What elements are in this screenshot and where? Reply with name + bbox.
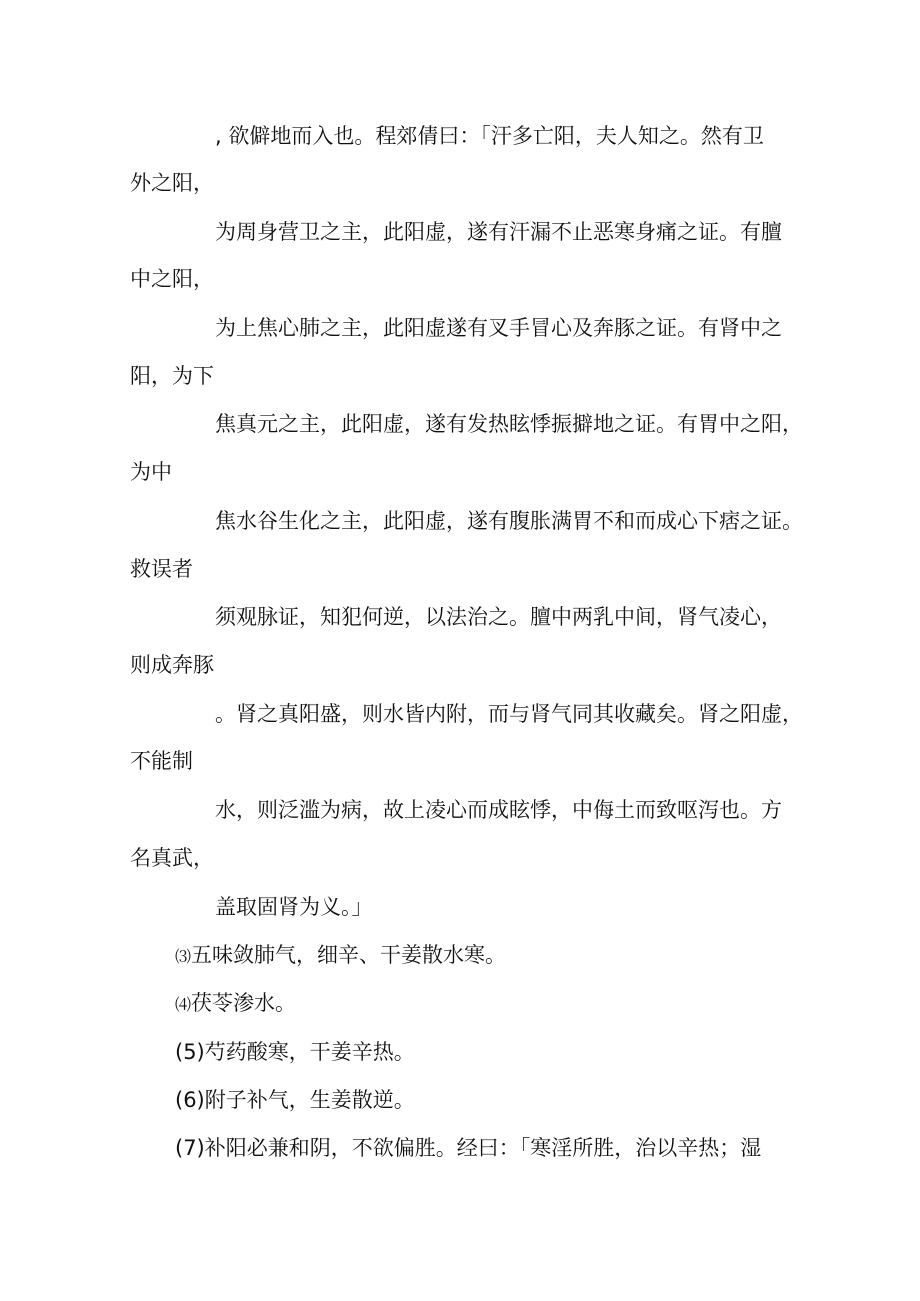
note-text: 补阳必兼和阴，不欲偏胜。经曰：「寒淫所胜，治以辛热；湿: [204, 1136, 762, 1160]
note-text: 五味敛肺气，细辛、干姜散水寒。: [191, 943, 507, 967]
paragraph-line: 为中: [130, 460, 172, 484]
note-number: (6): [175, 1088, 205, 1112]
note-item: [175, 1037, 415, 1067]
paragraph-line: 。肾之真阳盛，则水皆内附，而与肾气同其收藏矣。肾之阳虚，: [215, 702, 803, 726]
paragraph-line: 阳，为下: [130, 364, 214, 388]
note-number: ⑷: [175, 995, 192, 1014]
paragraph-line: 焦水谷生化之主，此阳虚，遂有腹胀满胃不和而成心下痞之证。: [215, 509, 803, 533]
paragraph-line: 为上焦心肺之主，此阳虚遂有叉手冒心及奔豚之证。有肾中之: [215, 316, 782, 340]
paragraph-line: 焦真元之主，此阳虚，遂有发热眩悸振擗地之证。有胃中之阳，: [215, 412, 803, 436]
note-number: (7): [175, 1136, 205, 1160]
note-item: [175, 1133, 761, 1163]
note-item: [175, 1085, 415, 1115]
note-text: 茯苓渗水。: [191, 991, 297, 1015]
note-text: 附子补气，生姜散逆。: [204, 1088, 415, 1112]
note-item: [175, 940, 506, 972]
paragraph-line: 外之阳，: [130, 171, 214, 195]
note-text: 芍药酸寒，干姜辛热。: [204, 1040, 415, 1064]
paragraph-line: 名真武，: [130, 846, 214, 870]
paragraph-line: 盖取固肾为义。」: [215, 895, 373, 919]
note-number: (5): [175, 1040, 205, 1064]
paragraph-line: 须观脉证，知犯何逆，以法治之。膻中两乳中间，肾气凌心，: [215, 605, 782, 629]
paragraph-line: 不能制: [130, 749, 193, 773]
note-number: ⑶: [175, 947, 192, 966]
paragraph-line: 中之阳，: [130, 267, 214, 291]
paragraph-line: 则成奔豚: [130, 653, 214, 677]
note-item: [175, 988, 296, 1020]
paragraph-line: , 欲僻地而入也。程郊倩曰：「汗多亡阳，夫人知之。然有卫: [215, 124, 764, 148]
paragraph-line: 为周身营卫之主，此阳虚，遂有汗漏不止恶寒身痛之证。有膻: [215, 220, 782, 244]
paragraph-line: 水，则泛滥为病，故上凌心而成眩悸，中侮土而致呕泻也。方: [215, 798, 782, 822]
paragraph-line: 救误者: [130, 557, 193, 581]
